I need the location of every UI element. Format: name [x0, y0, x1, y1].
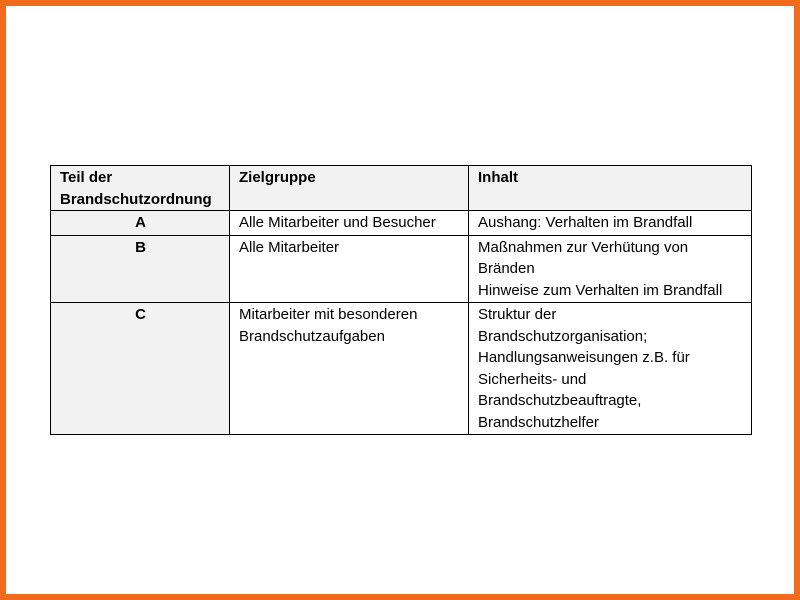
row-part-cell — [51, 211, 230, 236]
table-row — [51, 303, 752, 435]
row-target-cell — [230, 235, 469, 303]
row-content-line: Aushang: Verhalten im Brandfall — [478, 214, 693, 231]
row-content-line: Brandschutzhelfer — [478, 413, 599, 431]
row-content-line: Maßnahmen zur Verhütung von — [478, 238, 689, 256]
row-content-line: Sicherheits- und — [478, 370, 587, 388]
row-target-line: Brandschutzaufgaben — [239, 327, 385, 345]
header-target — [230, 166, 469, 211]
brandschutz-table — [50, 165, 752, 435]
row-content-line: Brandschutzorganisation; — [478, 327, 648, 345]
row-part-label: A — [135, 214, 146, 231]
header-target-label: Zielgruppe — [239, 169, 316, 186]
row-part-label: B — [135, 238, 146, 256]
row-target-cell — [230, 211, 469, 236]
row-target-cell — [230, 303, 469, 435]
header-part-line: Brandschutzordnung — [60, 190, 212, 208]
row-part-label: C — [135, 306, 146, 323]
row-content-cell — [469, 235, 752, 303]
row-content-line: Handlungsanweisungen z.B. für — [478, 349, 690, 366]
row-target-line: Mitarbeiter mit besonderen — [239, 306, 418, 323]
table-row — [51, 235, 752, 303]
row-part-cell — [51, 235, 230, 303]
header-content-label: Inhalt — [478, 169, 518, 186]
row-content-line: Hinweise zum Verhalten im Brandfall — [478, 281, 723, 299]
header-part — [51, 166, 230, 211]
row-content-line: Bränden — [478, 260, 535, 277]
row-content-cell — [469, 303, 752, 435]
row-content-cell — [469, 211, 752, 236]
row-target-line: Alle Mitarbeiter und Besucher — [239, 214, 436, 231]
header-part-line: Teil der — [60, 169, 113, 186]
row-part-cell — [51, 303, 230, 435]
row-content-line: Brandschutzbeauftragte, — [478, 392, 642, 409]
row-target-line: Alle Mitarbeiter — [239, 238, 340, 256]
table-row — [51, 211, 752, 236]
header-content — [469, 166, 752, 211]
row-content-line: Struktur der — [478, 306, 557, 323]
table-header-row — [51, 166, 752, 211]
brandschutz-table-container — [50, 165, 751, 435]
